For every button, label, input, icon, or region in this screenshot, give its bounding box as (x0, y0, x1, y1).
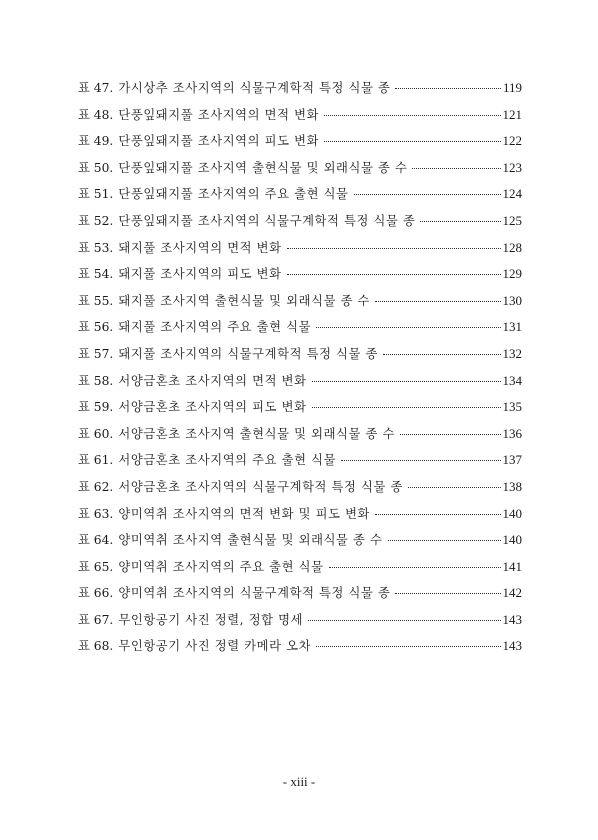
toc-entry[interactable] (78, 341, 522, 368)
dot-leader (395, 593, 500, 594)
table-number: 표 67. (78, 612, 114, 627)
page-number: 128 (502, 239, 522, 255)
page-number: 140 (502, 505, 522, 521)
table-number: 표 50. (78, 160, 114, 175)
dot-leader (420, 221, 500, 222)
dot-leader (324, 141, 500, 142)
dot-leader (312, 381, 501, 382)
table-number: 표 63. (78, 506, 114, 521)
page-number: 132 (502, 345, 522, 361)
dot-leader (341, 460, 500, 461)
dot-leader (375, 514, 500, 515)
table-number: 표 47. (78, 81, 114, 95)
table-title: 서양금혼초 조사지역의 피도 변화 (118, 400, 307, 415)
toc-entry[interactable] (78, 128, 522, 155)
table-title: 서양금혼초 조사지역 출현식물 및 외래식물 종 수 (118, 426, 395, 441)
dot-leader (316, 646, 500, 647)
toc-entry[interactable] (78, 288, 522, 315)
table-number: 표 55. (78, 293, 114, 308)
table-number: 표 49. (78, 134, 114, 149)
toc-entry[interactable] (78, 554, 522, 581)
page-number: 142 (502, 585, 522, 601)
table-title: 양미역취 조사지역의 식물구계학적 특정 식물 종 (118, 586, 391, 601)
table-number: 표 62. (78, 479, 114, 494)
dot-leader (412, 168, 500, 169)
toc-entry[interactable] (78, 314, 522, 341)
dot-leader (388, 540, 501, 541)
toc-entry[interactable] (78, 580, 522, 607)
table-title: 돼지풀 조사지역의 주요 출현 식물 (118, 320, 312, 335)
page-number: 131 (502, 319, 522, 335)
table-number: 표 61. (78, 453, 114, 468)
table-number: 표 65. (78, 559, 114, 574)
toc-entry[interactable] (78, 447, 522, 474)
toc-entry[interactable] (78, 633, 522, 660)
table-number: 표 59. (78, 400, 114, 415)
dot-leader (324, 115, 500, 116)
page-number: 125 (502, 212, 522, 228)
table-title: 서양금혼초 조사지역의 주요 출현 식물 (118, 453, 337, 468)
dot-leader (308, 620, 500, 621)
page-number: 137 (502, 452, 522, 468)
table-title: 무인항공기 사진 정렬, 정합 명세 (118, 612, 304, 627)
page-number: 121 (502, 106, 522, 122)
dot-leader (329, 567, 501, 568)
table-title: 무인항공기 사진 정렬 카메라 오차 (118, 639, 312, 654)
toc-entry[interactable] (78, 474, 522, 501)
dot-leader (375, 301, 500, 302)
dot-leader (312, 407, 501, 408)
page-number: 136 (502, 425, 522, 441)
page-number: 134 (502, 372, 522, 388)
table-number: 표 51. (78, 187, 114, 202)
page-number: 124 (502, 186, 522, 202)
page-number: 123 (502, 159, 522, 175)
table-title: 단풍잎돼지풀 조사지역 출현식물 및 외래식물 종 수 (118, 160, 408, 175)
toc-entry[interactable] (78, 75, 522, 102)
table-title: 돼지풀 조사지역의 피도 변화 (118, 267, 282, 282)
table-number: 표 64. (78, 533, 114, 548)
toc-entry[interactable] (78, 607, 522, 634)
page-number: 119 (502, 80, 522, 95)
toc-entry[interactable] (78, 155, 522, 182)
dot-leader (383, 354, 500, 355)
table-title: 돼지풀 조사지역 출현식물 및 외래식물 종 수 (118, 293, 371, 308)
table-title: 서양금혼초 조사지역의 면적 변화 (118, 373, 307, 388)
page-number: 130 (502, 292, 522, 308)
table-title: 단풍잎돼지풀 조사지역의 주요 출현 식물 (118, 187, 349, 202)
toc-entry[interactable] (78, 368, 522, 395)
page-number: 140 (502, 532, 522, 548)
table-number: 표 58. (78, 373, 114, 388)
page-number: 141 (502, 558, 522, 574)
toc-entry[interactable] (78, 501, 522, 528)
dot-leader (400, 434, 501, 435)
table-title: 가시상추 조사지역의 식물구계학적 특정 식물 종 (118, 81, 391, 95)
toc-entry[interactable] (78, 394, 522, 421)
dot-leader (316, 327, 500, 328)
table-number: 표 57. (78, 346, 114, 361)
page-number: 135 (502, 399, 522, 415)
toc-entry[interactable] (78, 527, 522, 554)
table-title: 단풍잎돼지풀 조사지역의 피도 변화 (118, 134, 320, 149)
table-number: 표 66. (78, 586, 114, 601)
page-number: 122 (502, 133, 522, 149)
dot-leader (395, 88, 500, 89)
toc-entry[interactable] (78, 421, 522, 448)
dot-leader (354, 194, 501, 195)
dot-leader (287, 274, 501, 275)
table-number: 표 54. (78, 267, 114, 282)
page-number: 138 (502, 478, 522, 494)
table-title: 단풍잎돼지풀 조사지역의 면적 변화 (118, 107, 320, 122)
table-number: 표 60. (78, 426, 114, 441)
toc-entry[interactable] (78, 235, 522, 262)
page-number: 129 (502, 266, 522, 282)
page-folio: - xiii - (282, 774, 316, 789)
table-number: 표 68. (78, 639, 114, 654)
table-number: 표 52. (78, 213, 114, 228)
table-of-tables (78, 75, 522, 660)
table-title: 양미역취 조사지역 출현식물 및 외래식물 종 수 (118, 533, 383, 548)
table-number: 표 48. (78, 107, 114, 122)
toc-entry[interactable] (78, 208, 522, 235)
table-title: 돼지풀 조사지역의 식물구계학적 특정 식물 종 (118, 346, 379, 361)
toc-entry[interactable] (78, 102, 522, 129)
table-title: 서양금혼초 조사지역의 식물구계학적 특정 식물 종 (118, 479, 403, 494)
table-title: 양미역취 조사지역의 면적 변화 및 피도 변화 (118, 506, 371, 521)
table-title: 양미역취 조사지역의 주요 출현 식물 (118, 559, 324, 574)
table-title: 돼지풀 조사지역의 면적 변화 (118, 240, 282, 255)
dot-leader (408, 487, 501, 488)
dot-leader (287, 248, 501, 249)
toc-entry[interactable] (78, 261, 522, 288)
page-number: 143 (502, 638, 522, 654)
table-number: 표 53. (78, 240, 114, 255)
table-title: 단풍잎돼지풀 조사지역의 식물구계학적 특정 식물 종 (118, 213, 416, 228)
toc-entry[interactable] (78, 181, 522, 208)
table-number: 표 56. (78, 320, 114, 335)
page-number: 143 (502, 611, 522, 627)
